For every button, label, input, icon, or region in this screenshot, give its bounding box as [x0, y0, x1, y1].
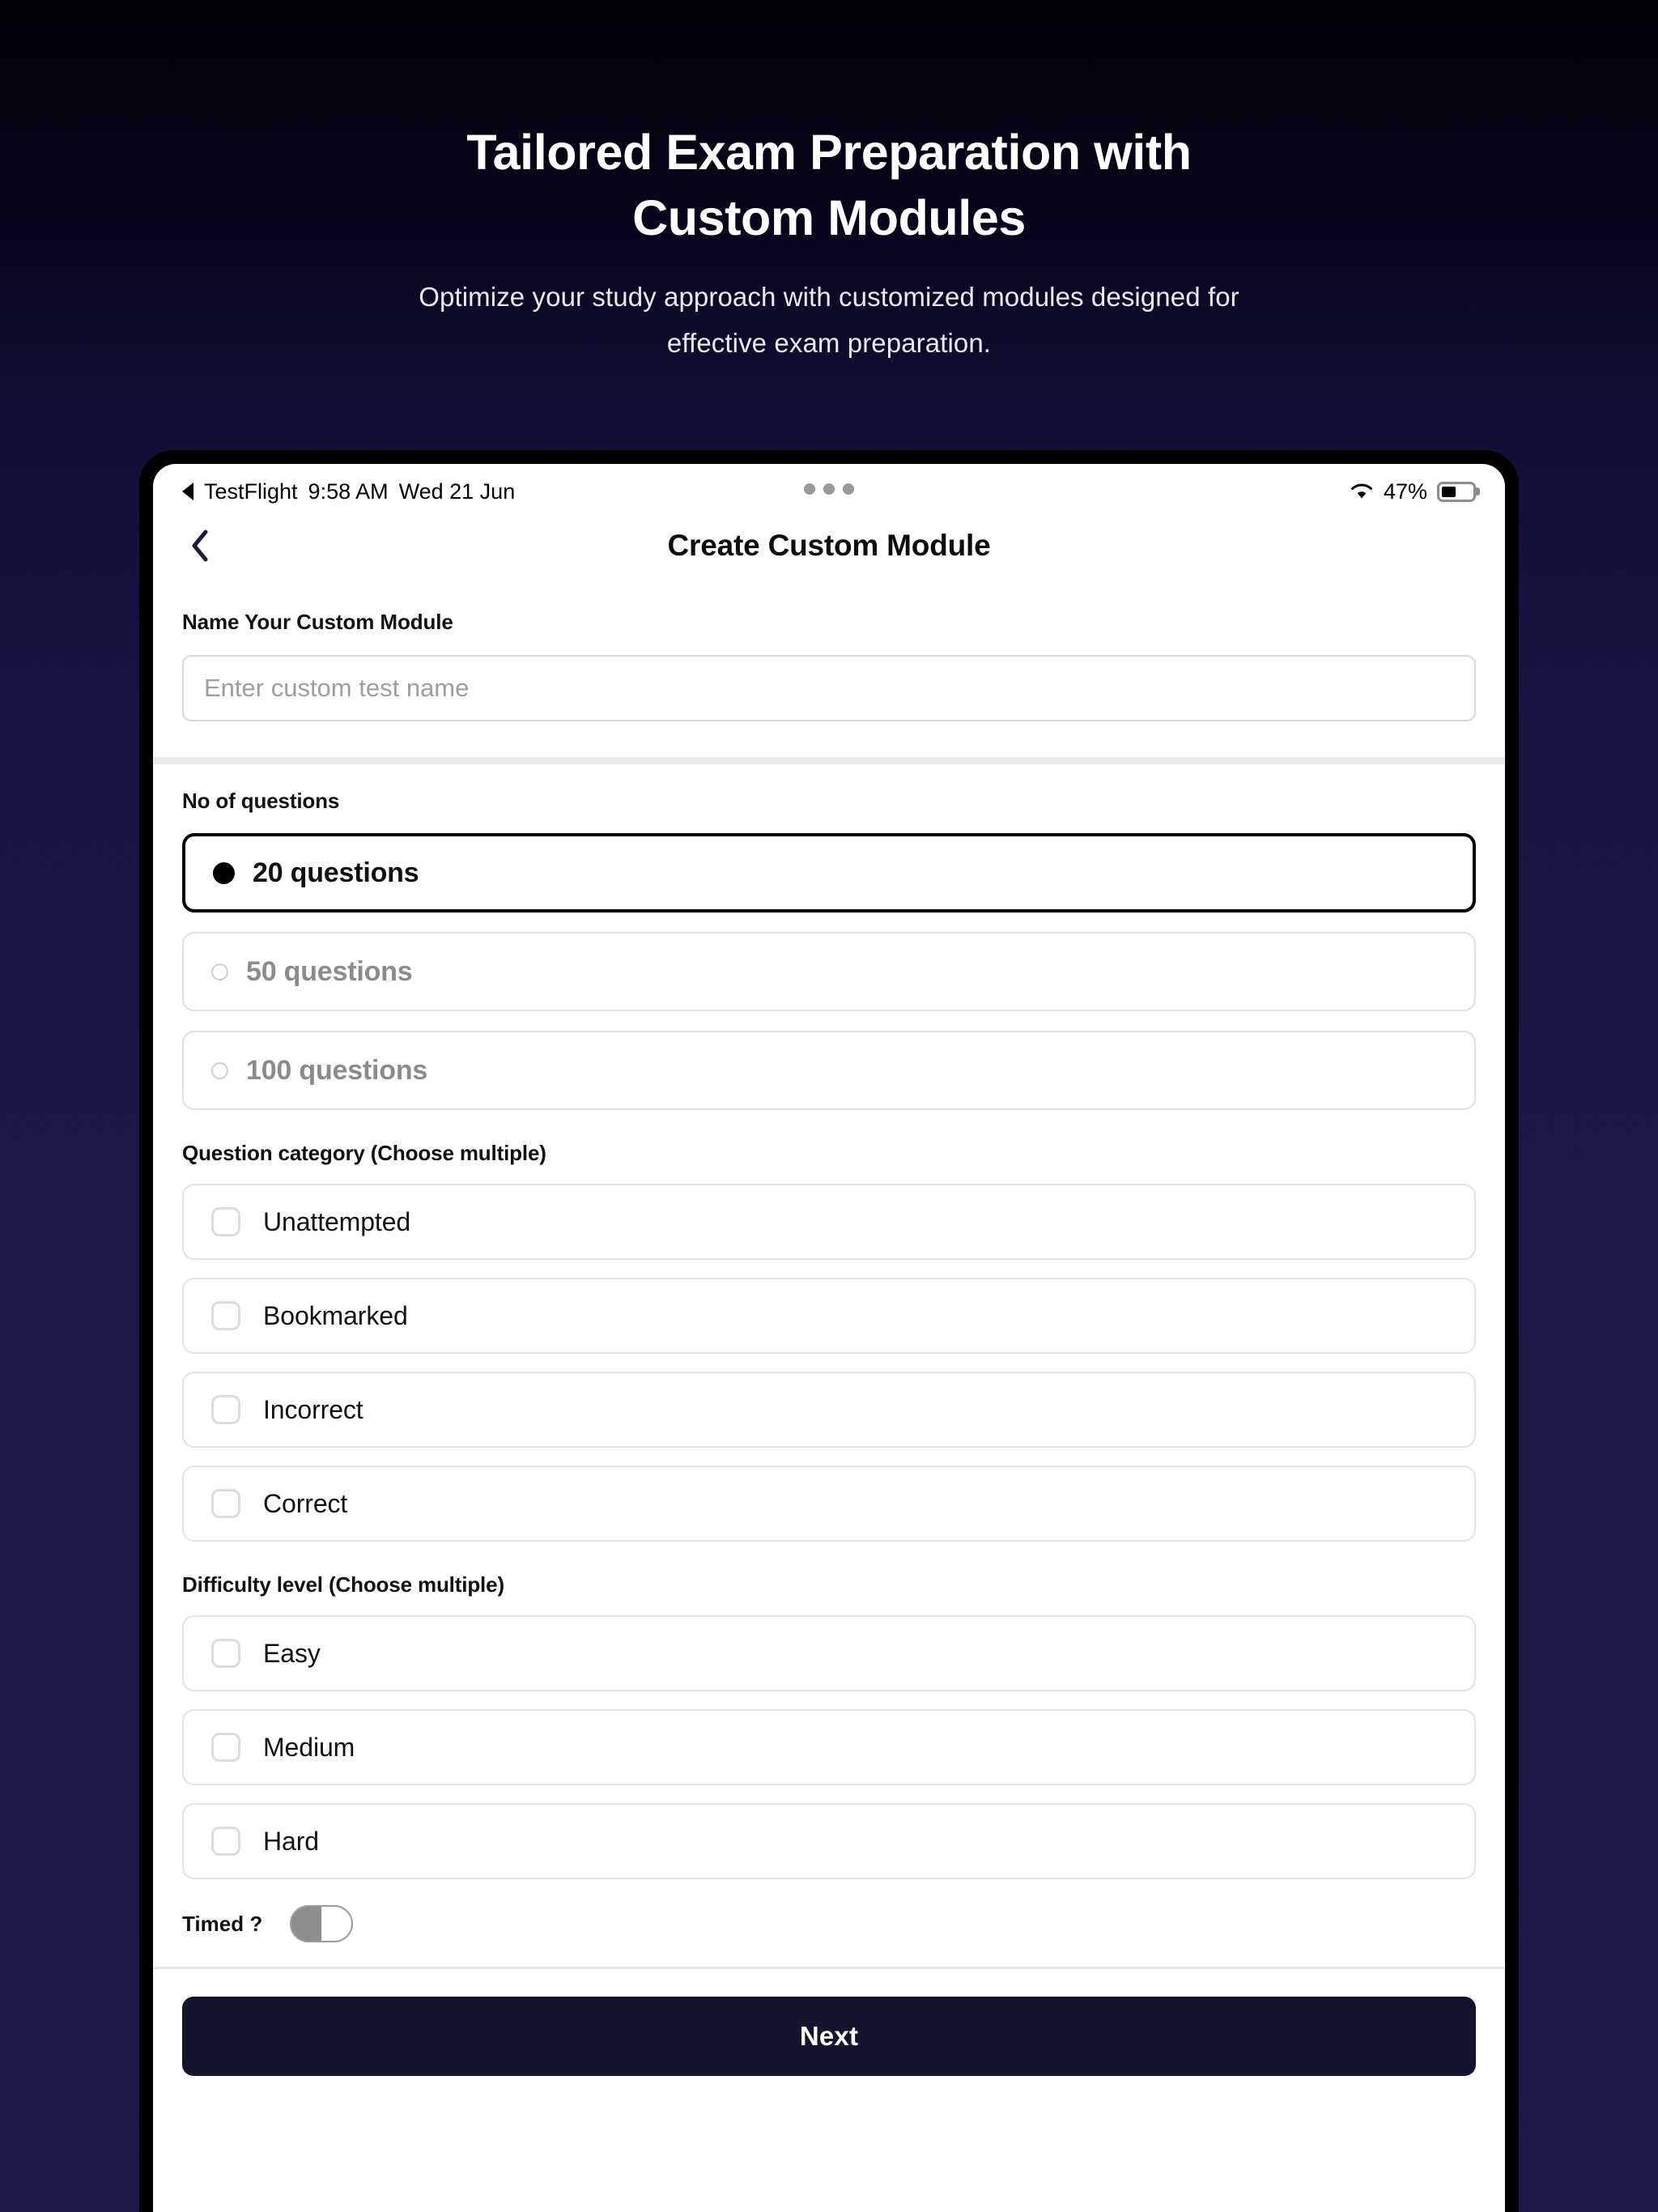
promo-subtitle	[0, 274, 1658, 367]
difficulty-section	[153, 1542, 1505, 1879]
battery-percent-label: 47%	[1383, 479, 1427, 504]
category-option-incorrect[interactable]	[182, 1372, 1476, 1448]
option-label: Medium	[263, 1732, 355, 1762]
checkbox-unchecked-icon	[211, 1489, 240, 1518]
difficulty-option-easy[interactable]	[182, 1615, 1476, 1691]
difficulty-option-medium[interactable]	[182, 1709, 1476, 1785]
timed-label: Timed ?	[182, 1911, 263, 1936]
question-count-option-20[interactable]	[182, 833, 1476, 912]
battery-fill	[1442, 487, 1456, 497]
questions-count-label: No of questions	[182, 789, 340, 813]
option-label: Unattempted	[263, 1206, 411, 1236]
radio-selected-icon	[213, 862, 235, 884]
option-label: Correct	[263, 1488, 348, 1518]
app-nav-bar	[153, 514, 1505, 577]
checkbox-unchecked-icon	[211, 1207, 240, 1236]
wifi-icon	[1350, 482, 1374, 501]
category-option-unattempted[interactable]	[182, 1184, 1476, 1260]
timed-toggle[interactable]	[290, 1905, 353, 1942]
form-content	[153, 577, 1505, 2212]
option-label: Hard	[263, 1826, 319, 1856]
dot-2	[823, 483, 835, 495]
category-option-correct[interactable]	[182, 1465, 1476, 1542]
promo-header	[0, 0, 1658, 367]
ios-status-bar	[153, 464, 1505, 514]
question-category-label: Question category (Choose multiple)	[182, 1141, 546, 1165]
footer-actions	[153, 1969, 1505, 2076]
status-bar-date: Wed 21 Jun	[398, 479, 516, 504]
option-label: 20 questions	[253, 857, 419, 888]
chevron-left-icon	[189, 528, 210, 564]
dot-1	[804, 483, 815, 495]
page-title: Create Custom Module	[667, 529, 991, 562]
checkbox-unchecked-icon	[211, 1301, 240, 1330]
status-bar-left	[182, 479, 515, 504]
promo-title-line-2: Custom Modules	[632, 189, 1026, 245]
option-label: 50 questions	[246, 955, 413, 987]
checkbox-unchecked-icon	[211, 1395, 240, 1424]
section-divider	[153, 757, 1505, 764]
module-name-section	[153, 577, 1505, 757]
status-bar-app-name: TestFlight	[204, 479, 298, 504]
status-bar-right	[1350, 479, 1476, 504]
promo-title-line-1: Tailored Exam Preparation with	[466, 125, 1192, 180]
dot-3	[843, 483, 854, 495]
back-triangle-icon[interactable]	[182, 483, 193, 500]
option-label: Easy	[263, 1638, 321, 1668]
device-screen	[153, 464, 1505, 2212]
timed-row	[153, 1879, 1505, 1967]
checkbox-unchecked-icon	[211, 1827, 240, 1856]
difficulty-label: Difficulty level (Choose multiple)	[182, 1572, 504, 1597]
option-label: Bookmarked	[263, 1300, 408, 1330]
module-name-input[interactable]	[182, 655, 1476, 721]
promo-subtitle-line-2: effective exam preparation.	[666, 327, 992, 358]
question-count-option-100[interactable]	[182, 1031, 1476, 1110]
next-button[interactable]: Next	[182, 1997, 1476, 2076]
checkbox-unchecked-icon	[211, 1639, 240, 1668]
device-frame	[139, 450, 1519, 2212]
promo-title	[0, 120, 1658, 250]
checkbox-unchecked-icon	[211, 1733, 240, 1762]
radio-unselected-icon	[211, 1062, 228, 1079]
battery-icon	[1437, 482, 1476, 502]
questions-count-section	[153, 764, 1505, 1110]
question-category-section	[153, 1110, 1505, 1542]
promo-subtitle-line-1: Optimize your study approach with customized modules designed for	[419, 282, 1239, 313]
option-label: 100 questions	[246, 1054, 428, 1086]
radio-unselected-icon	[211, 963, 228, 981]
difficulty-option-hard[interactable]	[182, 1803, 1476, 1879]
status-bar-time: 9:58 AM	[308, 479, 389, 504]
module-name-label: Name Your Custom Module	[182, 610, 453, 634]
question-count-option-50[interactable]	[182, 932, 1476, 1011]
back-button[interactable]	[182, 528, 218, 564]
option-label: Incorrect	[263, 1394, 363, 1424]
category-option-bookmarked[interactable]	[182, 1278, 1476, 1354]
